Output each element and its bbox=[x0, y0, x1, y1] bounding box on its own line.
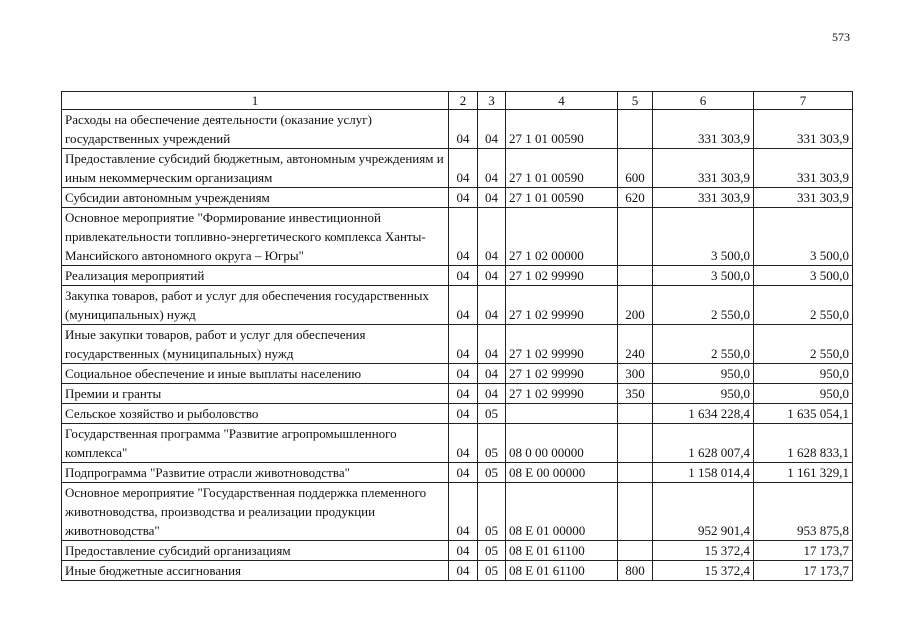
table-row bbox=[62, 364, 853, 384]
row-amount-2: 17 173,7 bbox=[754, 561, 853, 581]
row-section: 04 bbox=[449, 364, 478, 384]
row-expense-type bbox=[618, 424, 653, 463]
row-name: Основное мероприятие "Государственная поддержка племенного животноводства, производства и реализации продукции животноводства" bbox=[62, 483, 449, 541]
row-name: Реализация мероприятий bbox=[62, 266, 449, 286]
row-name: Расходы на обеспечение деятельности (оказание услуг) государственных учреждений bbox=[62, 110, 449, 149]
row-target-code: 27 1 02 00000 bbox=[506, 208, 618, 266]
table-row bbox=[62, 424, 853, 463]
row-subsection: 04 bbox=[478, 286, 506, 325]
row-expense-type bbox=[618, 266, 653, 286]
row-amount-2: 953 875,8 bbox=[754, 483, 853, 541]
row-section: 04 bbox=[449, 384, 478, 404]
row-expense-type bbox=[618, 541, 653, 561]
row-target-code: 27 1 02 99990 bbox=[506, 384, 618, 404]
row-target-code: 27 1 02 99990 bbox=[506, 325, 618, 364]
row-subsection: 05 bbox=[478, 404, 506, 424]
row-expense-type: 800 bbox=[618, 561, 653, 581]
table-row bbox=[62, 188, 853, 208]
budget-table bbox=[61, 91, 853, 581]
row-section: 04 bbox=[449, 149, 478, 188]
row-amount-2: 950,0 bbox=[754, 384, 853, 404]
row-target-code: 08 Е 00 00000 bbox=[506, 463, 618, 483]
row-expense-type bbox=[618, 483, 653, 541]
row-section: 04 bbox=[449, 188, 478, 208]
row-section: 04 bbox=[449, 424, 478, 463]
row-subsection: 05 bbox=[478, 424, 506, 463]
column-header-3: 3 bbox=[478, 92, 506, 110]
row-expense-type: 600 bbox=[618, 149, 653, 188]
row-target-code: 27 1 01 00590 bbox=[506, 188, 618, 208]
table-row bbox=[62, 110, 853, 149]
row-amount-1: 3 500,0 bbox=[653, 208, 754, 266]
row-subsection: 04 bbox=[478, 266, 506, 286]
row-section: 04 bbox=[449, 561, 478, 581]
row-amount-2: 3 500,0 bbox=[754, 208, 853, 266]
row-target-code: 08 Е 01 61100 bbox=[506, 541, 618, 561]
row-section: 04 bbox=[449, 286, 478, 325]
row-target-code: 27 1 02 99990 bbox=[506, 364, 618, 384]
row-amount-2: 3 500,0 bbox=[754, 266, 853, 286]
row-target-code: 27 1 02 99990 bbox=[506, 266, 618, 286]
column-header-6: 6 bbox=[653, 92, 754, 110]
row-section: 04 bbox=[449, 208, 478, 266]
row-expense-type bbox=[618, 110, 653, 149]
row-amount-2: 331 303,9 bbox=[754, 188, 853, 208]
row-amount-2: 950,0 bbox=[754, 364, 853, 384]
header-row bbox=[62, 92, 853, 110]
row-target-code: 08 Е 01 00000 bbox=[506, 483, 618, 541]
table-row bbox=[62, 463, 853, 483]
column-header-4: 4 bbox=[506, 92, 618, 110]
row-target-code bbox=[506, 404, 618, 424]
row-section: 04 bbox=[449, 541, 478, 561]
row-amount-1: 1 158 014,4 bbox=[653, 463, 754, 483]
row-amount-1: 950,0 bbox=[653, 364, 754, 384]
row-amount-1: 331 303,9 bbox=[653, 110, 754, 149]
row-name: Предоставление субсидий организациям bbox=[62, 541, 449, 561]
row-name: Подпрограмма "Развитие отрасли животноводства" bbox=[62, 463, 449, 483]
row-expense-type: 200 bbox=[618, 286, 653, 325]
row-expense-type: 300 bbox=[618, 364, 653, 384]
row-target-code: 27 1 01 00590 bbox=[506, 110, 618, 149]
row-name: Сельское хозяйство и рыболовство bbox=[62, 404, 449, 424]
column-header-1: 1 bbox=[62, 92, 449, 110]
row-name: Закупка товаров, работ и услуг для обеспечения государственных (муниципальных) нужд bbox=[62, 286, 449, 325]
table-row bbox=[62, 286, 853, 325]
row-expense-type bbox=[618, 208, 653, 266]
row-name: Субсидии автономным учреждениям bbox=[62, 188, 449, 208]
table-row bbox=[62, 483, 853, 541]
row-amount-1: 331 303,9 bbox=[653, 188, 754, 208]
row-amount-2: 1 628 833,1 bbox=[754, 424, 853, 463]
row-expense-type bbox=[618, 404, 653, 424]
row-amount-2: 1 161 329,1 bbox=[754, 463, 853, 483]
row-subsection: 04 bbox=[478, 188, 506, 208]
row-amount-2: 2 550,0 bbox=[754, 286, 853, 325]
row-target-code: 27 1 02 99990 bbox=[506, 286, 618, 325]
row-amount-2: 17 173,7 bbox=[754, 541, 853, 561]
table-row bbox=[62, 325, 853, 364]
table-row bbox=[62, 384, 853, 404]
column-header-7: 7 bbox=[754, 92, 853, 110]
row-name: Социальное обеспечение и иные выплаты населению bbox=[62, 364, 449, 384]
row-name: Предоставление субсидий бюджетным, автономным учреждениям и иным некоммерческим организациям bbox=[62, 149, 449, 188]
row-section: 04 bbox=[449, 404, 478, 424]
row-subsection: 04 bbox=[478, 364, 506, 384]
row-target-code: 08 0 00 00000 bbox=[506, 424, 618, 463]
row-section: 04 bbox=[449, 325, 478, 364]
row-amount-1: 952 901,4 bbox=[653, 483, 754, 541]
row-subsection: 04 bbox=[478, 149, 506, 188]
row-subsection: 05 bbox=[478, 541, 506, 561]
row-amount-1: 15 372,4 bbox=[653, 561, 754, 581]
row-amount-1: 15 372,4 bbox=[653, 541, 754, 561]
row-expense-type: 240 bbox=[618, 325, 653, 364]
row-subsection: 04 bbox=[478, 110, 506, 149]
row-amount-1: 1 628 007,4 bbox=[653, 424, 754, 463]
row-name: Основное мероприятие "Формирование инвестиционной привлекательности топливно-энергетического комплекса Ханты-Мансийского автономного округа – Югры" bbox=[62, 208, 449, 266]
table-row bbox=[62, 208, 853, 266]
row-name: Премии и гранты bbox=[62, 384, 449, 404]
row-name: Иные закупки товаров, работ и услуг для обеспечения государственных (муниципальных) нужд bbox=[62, 325, 449, 364]
row-amount-2: 1 635 054,1 bbox=[754, 404, 853, 424]
row-subsection: 05 bbox=[478, 561, 506, 581]
row-expense-type: 350 bbox=[618, 384, 653, 404]
column-header-2: 2 bbox=[449, 92, 478, 110]
table-row bbox=[62, 541, 853, 561]
row-subsection: 04 bbox=[478, 325, 506, 364]
row-section: 04 bbox=[449, 483, 478, 541]
table-row bbox=[62, 561, 853, 581]
table-row bbox=[62, 149, 853, 188]
row-subsection: 05 bbox=[478, 483, 506, 541]
row-amount-1: 2 550,0 bbox=[653, 286, 754, 325]
row-amount-1: 3 500,0 bbox=[653, 266, 754, 286]
row-expense-type: 620 bbox=[618, 188, 653, 208]
row-section: 04 bbox=[449, 463, 478, 483]
row-target-code: 27 1 01 00590 bbox=[506, 149, 618, 188]
row-target-code: 08 Е 01 61100 bbox=[506, 561, 618, 581]
column-header-5: 5 bbox=[618, 92, 653, 110]
row-name: Иные бюджетные ассигнования bbox=[62, 561, 449, 581]
row-amount-1: 2 550,0 bbox=[653, 325, 754, 364]
row-amount-2: 331 303,9 bbox=[754, 110, 853, 149]
row-amount-1: 950,0 bbox=[653, 384, 754, 404]
row-section: 04 bbox=[449, 266, 478, 286]
row-subsection: 04 bbox=[478, 384, 506, 404]
row-subsection: 05 bbox=[478, 463, 506, 483]
page-number: 573 bbox=[832, 30, 850, 44]
row-amount-1: 331 303,9 bbox=[653, 149, 754, 188]
row-subsection: 04 bbox=[478, 208, 506, 266]
row-expense-type bbox=[618, 463, 653, 483]
row-amount-1: 1 634 228,4 bbox=[653, 404, 754, 424]
row-section: 04 bbox=[449, 110, 478, 149]
table-row bbox=[62, 404, 853, 424]
row-amount-2: 331 303,9 bbox=[754, 149, 853, 188]
row-name: Государственная программа "Развитие агропромышленного комплекса" bbox=[62, 424, 449, 463]
row-amount-2: 2 550,0 bbox=[754, 325, 853, 364]
table-row bbox=[62, 266, 853, 286]
